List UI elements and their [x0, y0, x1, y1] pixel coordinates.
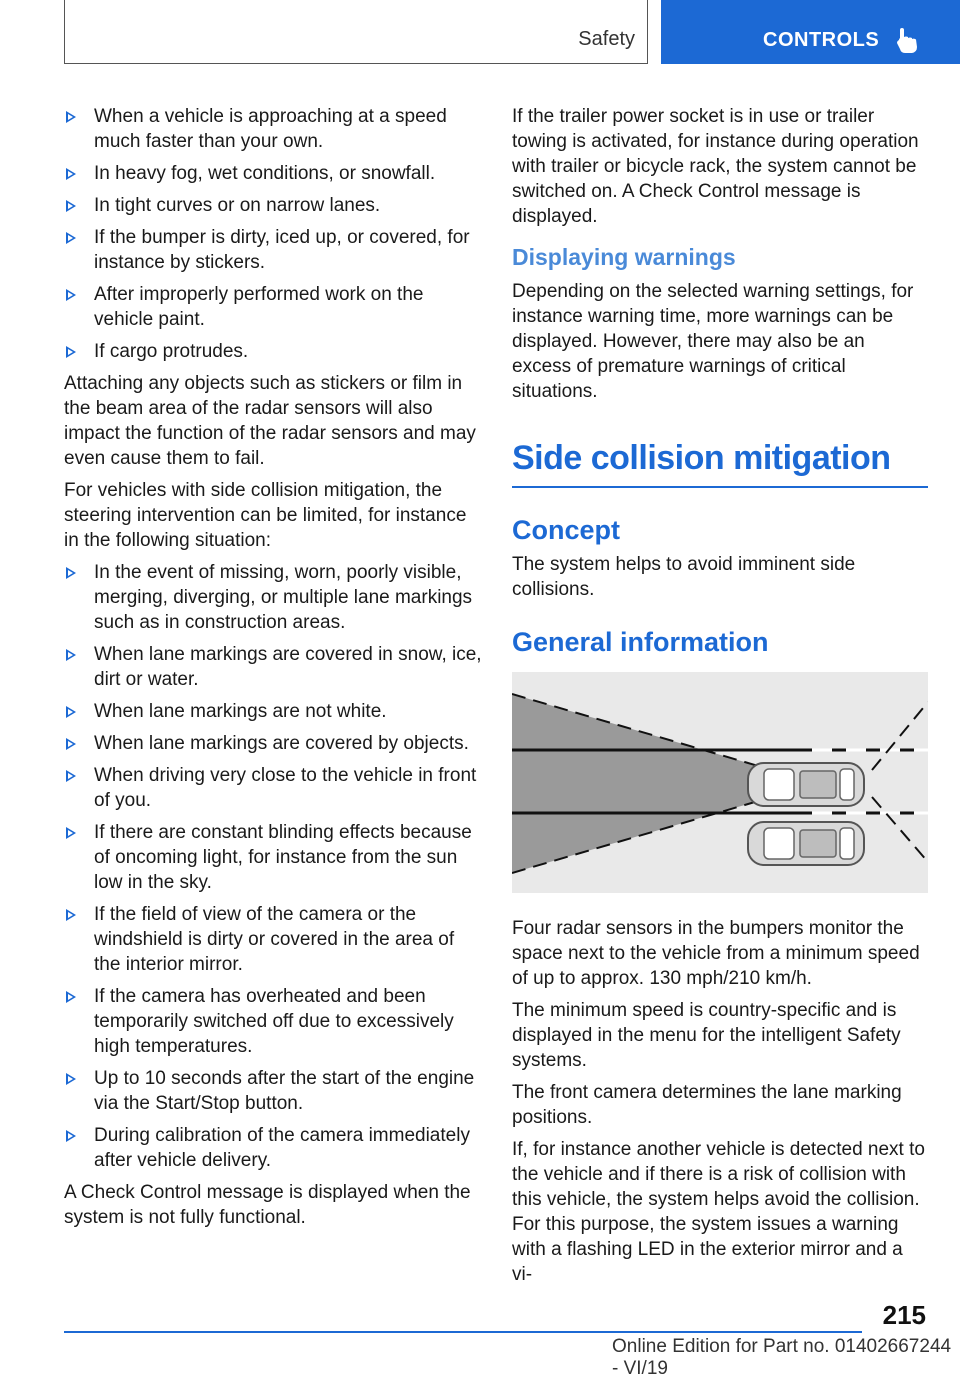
radar-coverage-illustration [512, 672, 928, 893]
limitations-list [64, 104, 482, 364]
bullet-triangle-icon [66, 232, 76, 244]
list-item: When driving very close to the vehicle in front of you. [64, 763, 482, 813]
bullet-triangle-icon [66, 567, 76, 579]
paragraph-camera: The front camera determines the lane marking positions. [512, 1082, 902, 1128]
header-section-box [64, 0, 648, 64]
list-item: If cargo protrudes. [64, 339, 482, 364]
header-chapter-box [661, 0, 960, 64]
heading-side-collision-mitigation: Side collision mitigation [512, 438, 928, 488]
page-number: 215 [882, 1300, 926, 1330]
footer-divider [64, 1331, 862, 1333]
list-item: If there are constant blinding effects because of oncoming light, for instance from the sun low in the sky. [64, 820, 482, 895]
footer-edition: Online Edition for Part no. 01402667244 - VI/19 [612, 1336, 952, 1379]
bullet-triangle-icon [66, 909, 76, 921]
bullet-triangle-icon [66, 738, 76, 750]
paragraph-side: For vehicles with side collision mitigation, the steering intervention can be limited, for instance in the following situation: [64, 480, 467, 551]
list-item: If the camera has overheated and been temporarily switched off due to excessively high temperatures. [64, 984, 482, 1059]
list-item: When a vehicle is approaching at a speed much faster than your own. [64, 104, 482, 154]
list-item: In tight curves or on narrow lanes. [64, 193, 482, 218]
list-item: When lane markings are covered in snow, ice, dirt or water. [64, 642, 482, 692]
list-item: When lane markings are covered by objects. [64, 731, 482, 756]
paragraph-attach: Attaching any objects such as stickers or film in the beam area of the radar sensors will also impact the function of the radar sensors and may even cause them to fail. [64, 373, 476, 469]
list-item: If the bumper is dirty, iced up, or covered, for instance by stickers. [64, 225, 482, 275]
paragraph-minimum-speed: The minimum speed is country-specific and is displayed in the menu for the intelligent Safety systems. [512, 1000, 901, 1071]
bullet-triangle-icon [66, 168, 76, 180]
bullet-triangle-icon [66, 827, 76, 839]
ego-vehicle-icon [748, 763, 864, 806]
header-section-label: Safety [578, 28, 635, 50]
header-chapter-label: CONTROLS [763, 29, 880, 51]
right-column [512, 104, 928, 1294]
heading-displaying-warnings: Displaying warnings [512, 244, 736, 270]
list-item: In heavy fog, wet conditions, or snowfall. [64, 161, 482, 186]
left-column [64, 104, 482, 1237]
bullet-triangle-icon [66, 770, 76, 782]
bullet-triangle-icon [66, 111, 76, 123]
hand-pointer-icon [897, 28, 919, 54]
bullet-triangle-icon [66, 346, 76, 358]
steering-limits-list [64, 560, 482, 1173]
list-item: During calibration of the camera immediately after vehicle delivery. [64, 1123, 482, 1173]
paragraph-trailer: If the trailer power socket is in use or trailer towing is activated, for instance during operation with trailer or bicycle rack, the system cannot be switched on. A Check Control message is displayed. [512, 106, 919, 227]
heading-concept: Concept [512, 515, 620, 545]
list-item: If the field of view of the camera or the windshield is dirty or covered in the area of the interior mirror. [64, 902, 482, 977]
bullet-triangle-icon [66, 289, 76, 301]
list-item: In the event of missing, worn, poorly visible, merging, diverging, or multiple lane markings such as in construction areas. [64, 560, 482, 635]
bullet-triangle-icon [66, 1130, 76, 1142]
bullet-triangle-icon [66, 649, 76, 661]
heading-general-information: General information [512, 627, 769, 657]
list-item: Up to 10 seconds after the start of the engine via the Start/Stop button. [64, 1066, 482, 1116]
bullet-triangle-icon [66, 991, 76, 1003]
paragraph-check-control: A Check Control message is displayed when the system is not fully functional. [64, 1182, 471, 1228]
other-vehicle-icon [748, 822, 864, 865]
list-item: When lane markings are not white. [64, 699, 482, 724]
bullet-triangle-icon [66, 1073, 76, 1085]
bullet-triangle-icon [66, 706, 76, 718]
paragraph-sensors: Four radar sensors in the bumpers monitor the space next to the vehicle from a minimum speed of up to approx. 130 mph/210 km/h. [512, 918, 920, 989]
list-item: After improperly performed work on the vehicle paint. [64, 282, 482, 332]
paragraph-detection: If, for instance another vehicle is detected next to the vehicle and if there is a risk of collision with this vehicle, the system helps avoid the collision. For this purpose, the system issues a warning with a flashing LED in the exterior mirror and a vi- [512, 1139, 925, 1285]
paragraph-warnings: Depending on the selected warning settings, for instance warning time, more warnings can be displayed. However, there may also be an excess of premature warnings of critical situations. [512, 281, 914, 402]
bullet-triangle-icon [66, 200, 76, 212]
paragraph-concept: The system helps to avoid imminent side collisions. [512, 554, 856, 600]
